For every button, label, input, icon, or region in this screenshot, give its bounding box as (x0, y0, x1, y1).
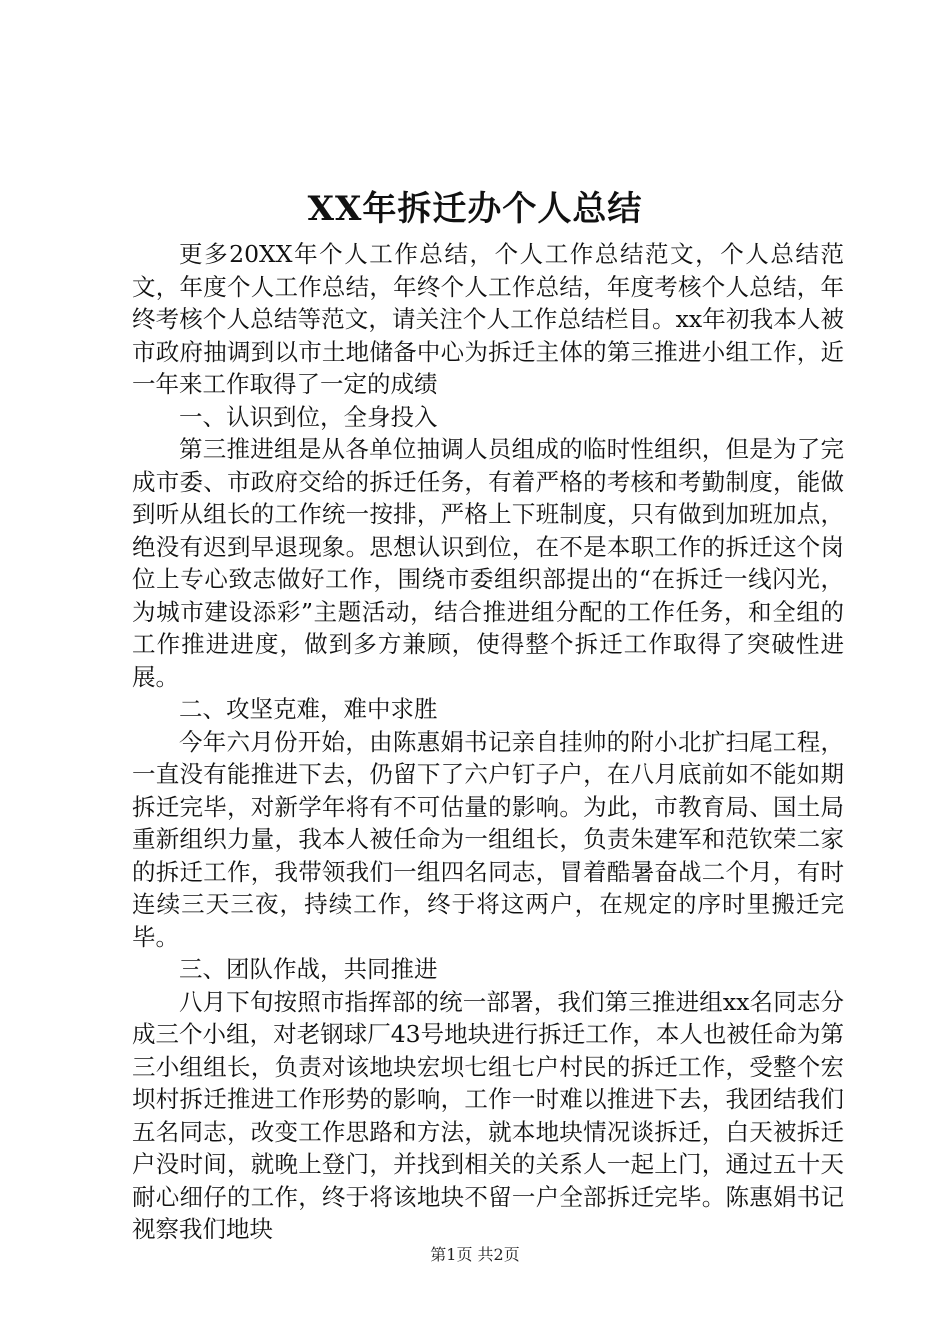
section-heading-3: 三、团队作战，共同推进 (179, 955, 438, 983)
paragraph-section-2: 今年六月份开始，由陈惠娟书记亲自挂帅的附小北扩扫尾工程，一直没有能推进下去，仍留下了六户钉子户，在八月底前如不能如期拆迁完毕，对新学年将有不可估量的影响。为此，市教育局、国土局重新组织力量，我本人被任命为一组组长，负责朱建军和范钦荣二家的拆迁工作，我带领我们一组四名同志，冒着酷暑奋战二个月，有时连续三天三夜，持续工作，终于将这两户，在规定的序时里搬迁完毕。 (132, 727, 844, 951)
paragraph-intro: 更多20XX年个人工作总结，个人工作总结范文，个人总结范文，年度个人工作总结，年终个人工作总结，年度考核个人总结，年终考核个人总结等范文，请关注个人工作总结栏目。xx年初我本人被市政府抽调到以市土地储备中心为拆迁主体的第三推进小组工作，近一年来工作取得了一定的成绩 (132, 240, 844, 398)
section-heading-2: 二、攻坚克难，难中求胜 (179, 695, 438, 723)
paragraph-section-1: 第三推进组是从各单位抽调人员组成的临时性组织，但是为了完成市委、市政府交给的拆迁任务，有着严格的考核和考勤制度，能做到听从组长的工作统一按排，严格上下班制度，只有做到加班加点，绝没有迟到早退现象。思想认识到位，在不是本职工作的拆迁这个岗位上专心致志做好工作，围绕市委组织部提出的“在拆迁一线闪光，为城市建设添彩”主题活动，结合推进组分配的工作任务，和全组的工作推进进度，做到多方兼顾，使得整个拆迁工作取得了突破性进展。 (132, 435, 844, 691)
document-title: XX年拆迁办个人总结 (307, 189, 643, 229)
section-heading-1: 一、认识到位，全身投入 (179, 402, 438, 431)
paragraph-section-3: 八月下旬按照市指挥部的统一部署，我们第三推进组xx名同志分成三个小组，对老钢球厂43号地块进行拆迁工作，本人也被任命为第三小组组长，负责对该地块宏坝七组七户村民的拆迁工作，受整个宏坝村拆迁推进工作形势的影响，工作一时难以推进下去，我团结我们五名同志，改变工作思路和方法，就本地块情况谈拆迁，白天被拆迁户没时间，就晚上登门，并找到相关的关系人一起上门，通过五十天耐心细仔的工作，终于将该地块不留一户全部拆迁完毕。陈惠娟书记视察我们地块 (132, 987, 844, 1243)
document-body (132, 238, 844, 1246)
page-footer: 第1页 共2页 (430, 1245, 520, 1264)
